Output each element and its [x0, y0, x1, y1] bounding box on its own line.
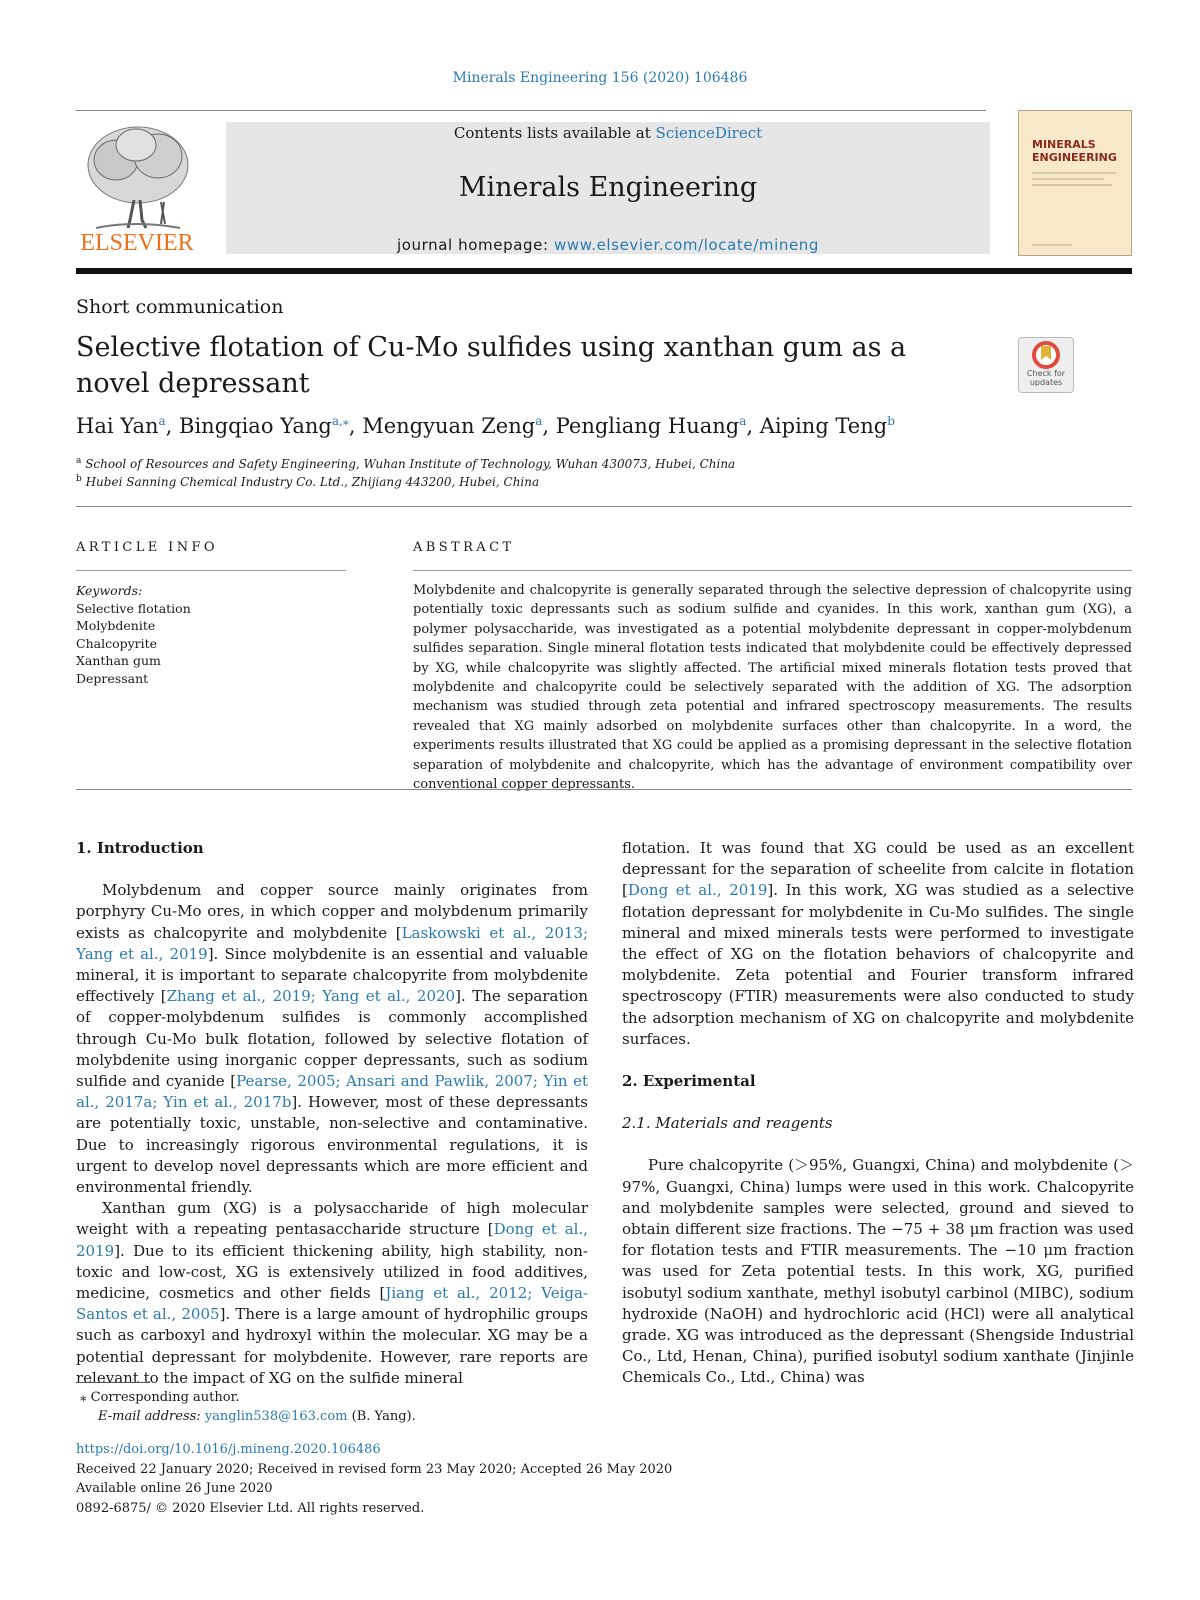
section-heading: 2. Experimental: [622, 1072, 756, 1091]
journal-name: Minerals Engineering: [458, 172, 758, 203]
article-info-heading: ARTICLE INFO: [76, 540, 218, 555]
affiliation-mark[interactable]: a: [158, 414, 166, 428]
paragraph: [76, 1198, 588, 1389]
paragraph: [76, 880, 588, 1198]
email-note: [98, 1409, 416, 1424]
divider: [413, 570, 1132, 571]
received-dates: Received 22 January 2020; Received in revised form 23 May 2020; Accepted 26 May 2020: [76, 1461, 673, 1477]
citation-link[interactable]: Jiang et al., 2012; Veiga-Santos et al., 2005: [76, 1284, 588, 1324]
citation-link[interactable]: Dong et al., 2019: [627, 881, 768, 900]
paragraph-text: ]. Due to its efficient thickening ability, high stability, non-toxic and low-cost, XG is extensively utilized in food additives, medicine, cosmetics and other fields [: [76, 1241, 588, 1303]
cover-text-line: [1032, 184, 1112, 186]
body-column-left: [76, 838, 588, 1389]
divider: [76, 506, 1132, 507]
homepage-prefix: journal homepage:: [396, 236, 554, 254]
divider: [76, 789, 1132, 790]
contents-available-line: [226, 124, 990, 142]
author-name[interactable]: Hai Yan: [76, 414, 159, 438]
affiliation-mark[interactable]: a,⁎: [331, 414, 349, 428]
email-link[interactable]: yanglin538@163.com: [204, 1409, 348, 1424]
email-label: E-mail address:: [98, 1409, 205, 1424]
author-list: Hai Yan$^a$, Bingqiao Yang$^{a,⁎}$, Mengyuan Zeng$^a$, Pengliang Huang$^a$, Aiping Teng$^b$: [76, 414, 895, 438]
paragraph-text: flotation. It was found that XG could be used as an excellent depressant for the separation of scheelite from calcite in flotation [: [622, 839, 1134, 900]
contents-prefix: Contents lists available at: [453, 124, 656, 142]
keywords-block: [76, 582, 191, 687]
affiliation-text: School of Resources and Safety Engineering, Wuhan Institute of Technology, Wuhan 430073, Hubei, China: [85, 457, 736, 471]
keyword: Xanthan gum: [76, 653, 161, 668]
paragraph-text: ]. There is a large amount of hydrophilic groups such as carboxyl and hydroxyl within the molecular. XG may be a potential depressant for molybdenite. However, rare reports are relevant to the impact of XG on the sulfide mineral: [76, 1305, 588, 1387]
article-title: Selective flotation of Cu-Mo sulfides using xanthan gum as a novel depressant: [76, 332, 907, 399]
paragraph-text: ]. Since molybdenite is an essential and valuable mineral, it is important to separate chalcopyrite from molybdenite effectively [: [76, 944, 588, 1006]
corresponding-author-note: ⁎ Corresponding author.: [80, 1390, 240, 1405]
affiliation-mark[interactable]: b: [887, 414, 895, 428]
header-divider: [76, 268, 1132, 274]
paragraph-text: ]. In this work, XG was studied as a selective flotation depressant for molybdenite in Cu-Mo sulfides. The single mineral and mixed minerals tests were performed to investigate the effect of XG on the flotation behaviors of chalcopyrite and molybdenite. Zeta potential and Fourier transform infrared spectroscopy (FTIR) measurements were also conducted to study the adsorption mechanism of XG on chalcopyrite and molybdenite surfaces.: [622, 881, 1134, 1048]
divider: [76, 570, 346, 571]
article-footer: [76, 1440, 672, 1518]
footnote-divider: [76, 1382, 150, 1383]
body-column-right: [622, 838, 1134, 1389]
affiliation-text: Hubei Sanning Chemical Industry Co. Ltd., Zhijiang 443200, Hubei, China: [85, 475, 540, 489]
bookmark-icon: [1019, 338, 1073, 370]
copyright: 0892-6875/ © 2020 Elsevier Ltd. All rights reserved.: [76, 1500, 425, 1516]
affiliation: [76, 456, 735, 471]
journal-cover-image[interactable]: [1018, 110, 1132, 256]
keyword: Chalcopyrite: [76, 635, 158, 651]
affiliation-mark[interactable]: a: [535, 414, 543, 428]
section-heading: 1. Introduction: [76, 839, 204, 857]
citation-link[interactable]: Dong et al., 2019: [76, 1220, 588, 1260]
affiliation: [76, 474, 539, 489]
author-name[interactable]: Bingqiao Yang: [179, 414, 332, 438]
cover-text-line: [1032, 178, 1104, 180]
publisher-name: ELSEVIER: [80, 230, 194, 256]
affiliation-mark: b: [76, 474, 82, 484]
paragraph-text: ]. The separation of copper-molybdenum sulfides is commonly accomplished through Cu-Mo bulk flotation, followed by selective flotation of molybdenite using inorganic copper depressants, such as sodium sulfide and cyanide [: [76, 987, 588, 1091]
sciencedirect-link[interactable]: ScienceDirect: [655, 124, 763, 142]
author-name[interactable]: Aiping Teng: [759, 414, 888, 438]
citation-link[interactable]: Laskowski et al., 2013; Yang et al., 2019: [76, 923, 589, 963]
available-online: Available online 26 June 2020: [76, 1481, 273, 1496]
paragraph: Pure chalcopyrite (＞95%, Guangxi, China) and molybdenite (＞97%, Guangxi, China) lumps were used in this work. Chalcopyrite and molybdenite samples were selected, ground and sieved to obtain different size fractions. The −75 + 38 μm fraction was used for flotation tests and FTIR measurements. The −10 μm fraction was used for Zeta potential tests. In this work, XG, purified isobutyl sodium xanthate, methyl isobutyl carbinol (MIBC), sodium hydroxide (NaOH) and hydrochloric acid (HCl) were all analytical grade. XG was introduced as the depressant (Shengside Industrial Co., Ltd, Henan, China), purified isobutyl sodium xanthate (Jinjinle Chemicals Co., Ltd., China) was: [622, 1156, 1134, 1387]
paragraph-text: Xanthan gum (XG) is a polysaccharide of high molecular weight with a repeating pentasaccharide structure [: [76, 1199, 588, 1239]
affiliation-mark: a: [76, 456, 82, 466]
check-for-updates-label: Check for updates: [1026, 369, 1066, 387]
journal-citation-link[interactable]: Minerals Engineering 156 (2020) 106486: [452, 70, 748, 86]
keyword: Depressant: [76, 670, 149, 686]
paragraph-text: Molybdenum and copper source mainly originates from porphyry Cu-Mo ores, in which copper and molybdenum primarily exists as chalcopyrite and molybdenite [: [76, 881, 588, 942]
citation-link[interactable]: Pearse, 2005; Ansari and Pawlik, 2007; Yin et al., 2017a; Yin et al., 2017b: [76, 1072, 589, 1112]
doi-link[interactable]: https://doi.org/10.1016/j.mineng.2020.106486: [76, 1442, 381, 1457]
author-name[interactable]: Pengliang Huang: [555, 414, 740, 438]
homepage-link[interactable]: www.elsevier.com/locate/mineng: [553, 236, 820, 254]
journal-homepage-line: [226, 236, 990, 254]
citation-link[interactable]: Zhang et al., 2019; Yang et al., 2020: [166, 987, 456, 1006]
abstract-heading: ABSTRACT: [413, 540, 515, 555]
cover-title: MINERALS ENGINEERING: [1032, 138, 1117, 164]
subsection-heading: 2.1. Materials and reagents: [622, 1114, 833, 1133]
divider: [76, 110, 986, 111]
cover-text-line: [1032, 244, 1072, 246]
abstract-text: Molybdenite and chalcopyrite is generally separated through the selective depression of chalcopyrite using potentially toxic depressants such as sodium sulfide and cyanides. In this work, xanthan gum (XG), a polymer polysaccharide, was investigated as a potential molybdenite depressant in copper-molybdenum sulfides separation. Single mineral flotation tests indicated that molybdenite could be effectively depressed by XG, while chalcopyrite was slightly affected. The artificial mixed minerals flotation tests proved that molybdenite and chalcopyrite could be selectively separated with the addition of XG. The adsorption mechanism was studied through zeta potential and infrared spectroscopy measurements. The results revealed that XG mainly adsorbed on molybdenite surfaces other than chalcopyrite. In a word, the experiments results illustrated that XG could be applied as a promising depressant in the selective flotation separation of molybdenite and chalcopyrite, which has the advantage of environment compatibility over conventional copper depressants.: [413, 583, 1132, 793]
author-name[interactable]: Mengyuan Zeng: [362, 414, 536, 438]
paragraph-text: ]. However, most of these depressants are potentially toxic, unstable, non-selective and contaminative. Due to increasingly rigorous environmental regulations, it is urgent to develop novel depressants which are more efficient and environmental friendly.: [76, 1093, 588, 1197]
keywords-label: Keywords:: [76, 583, 143, 598]
cover-text-line: [1032, 172, 1116, 174]
affiliation-mark[interactable]: a: [739, 414, 747, 428]
paragraph: [622, 838, 1134, 1050]
keyword: Molybdenite: [76, 618, 156, 633]
email-suffix: (B. Yang).: [347, 1409, 416, 1424]
keyword: Selective flotation: [76, 600, 191, 616]
article-type: Short communication: [76, 296, 284, 318]
